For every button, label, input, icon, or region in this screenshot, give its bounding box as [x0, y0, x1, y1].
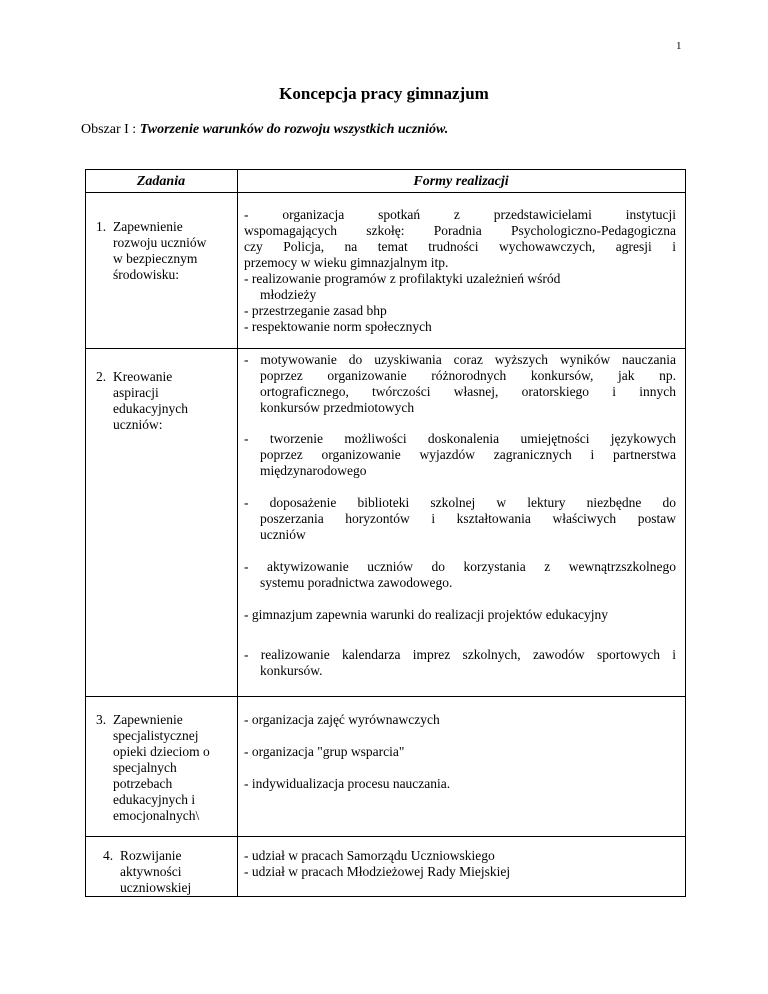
task-line: Rozwijanie — [120, 848, 182, 863]
table-row-divider — [85, 836, 686, 837]
task-line: opieki dzieciom o — [113, 744, 210, 759]
form-item — [244, 319, 676, 335]
page-number: 1 — [676, 40, 682, 52]
section-heading — [81, 122, 448, 138]
task-line: Zapewnienie — [113, 712, 183, 727]
task-line: rozwoju uczniów — [113, 235, 207, 250]
form-line: konkursów. — [260, 663, 323, 678]
form-line: - respektowanie norm społecznych — [244, 319, 432, 334]
task-line: aktywności — [120, 864, 182, 879]
task-line: uczniów: — [113, 417, 163, 432]
section-name: Tworzenie warunków do rozwoju wszystkich uczniów. — [139, 122, 449, 137]
form-item — [244, 352, 676, 416]
form-item — [244, 495, 676, 543]
task-cell — [96, 369, 188, 433]
form-item — [244, 431, 676, 479]
form-item — [244, 776, 676, 792]
task-cell — [96, 219, 206, 283]
form-line: - organizacja "grup wsparcia" — [244, 744, 405, 759]
form-line: uczniów — [260, 527, 306, 542]
task-number: 3. — [96, 712, 107, 727]
form-line: czy Policja, na temat trudności wychowawczych, agresji i — [244, 239, 676, 254]
task-line: Zapewnienie — [113, 219, 183, 234]
form-line: - doposażenie biblioteki szkolnej w lektury niezbędne do — [244, 495, 676, 510]
table-border-top — [85, 169, 686, 170]
form-line: poprzez organizowanie wyjazdów zagranicznych i partnerstwa — [260, 447, 676, 462]
form-item — [244, 744, 676, 760]
task-line: Kreowanie — [113, 369, 173, 384]
header-tasks: Zadania — [136, 174, 186, 189]
task-line: uczniowskiej — [120, 880, 192, 895]
form-line: międzynarodowego — [260, 463, 367, 478]
form-line: - organizacja spotkań z przedstawicielami instytucji — [244, 207, 676, 222]
task-line: potrzebach — [113, 776, 173, 791]
form-line: - indywidualizacja procesu nauczania. — [244, 776, 451, 791]
form-line: poszerzania horyzontów i kształtowania właściwych postaw — [260, 511, 676, 526]
table-border-left — [85, 169, 86, 896]
task-line: edukacyjnych i — [113, 792, 196, 807]
task-line: aspiracji — [113, 385, 159, 400]
table-header-divider — [85, 192, 686, 193]
form-item — [244, 607, 676, 623]
table-row-divider — [85, 348, 686, 349]
form-line: - udział w pracach Samorządu Uczniowskiego — [244, 848, 495, 863]
task-number: 2. — [96, 369, 107, 384]
table-border-right — [685, 169, 686, 896]
form-line: systemu poradnictwa zawodowego. — [260, 575, 453, 590]
table-row-divider — [85, 696, 686, 697]
task-line: specjalistycznej — [113, 728, 199, 743]
form-line: - aktywizowanie uczniów do korzystania z wewnątrzszkolnego — [244, 559, 676, 574]
task-cell — [96, 712, 210, 824]
form-item — [244, 271, 676, 303]
task-number: 1. — [96, 219, 107, 234]
form-item — [244, 207, 676, 271]
form-line: ortograficznego, twórczości własnej, oratorskiego i innych — [260, 384, 676, 399]
form-line: młodzieży — [260, 287, 317, 302]
tasks-table — [85, 169, 686, 897]
form-line: konkursów przedmiotowych — [260, 400, 415, 415]
task-cell — [103, 848, 191, 896]
form-line: - tworzenie możliwości doskonalenia umiejętności językowych — [244, 431, 676, 446]
form-item — [244, 647, 676, 679]
form-line: przemocy w wieku gimnazjalnym itp. — [244, 255, 449, 270]
form-item — [244, 712, 676, 728]
task-line: w bezpiecznym — [113, 251, 198, 266]
form-line: - realizowanie kalendarza imprez szkolnych, zawodów sportowych i — [244, 647, 676, 662]
task-number: 4. — [103, 848, 114, 863]
task-line: edukacyjnych — [113, 401, 188, 416]
section-prefix: Obszar I : — [81, 122, 140, 137]
task-line: środowisku: — [113, 267, 180, 282]
form-line: - udział w pracach Młodzieżowej Rady Miejskiej — [244, 864, 511, 879]
table-border-bottom — [85, 896, 686, 897]
form-item — [244, 559, 676, 591]
form-line: - organizacja zajęć wyrównawczych — [244, 712, 440, 727]
task-line: specjalnych — [113, 760, 177, 775]
form-line: - przestrzeganie zasad bhp — [244, 303, 387, 318]
form-line: - realizowanie programów z profilaktyki uzależnień wśród — [244, 271, 561, 286]
form-item — [244, 303, 676, 319]
form-line: wspomagających szkołę: Poradnia Psychologiczno-Pedagogiczna — [244, 223, 676, 238]
document-title: Koncepcja pracy gimnazjum — [279, 84, 489, 103]
form-item — [244, 864, 676, 880]
task-line: emocjonalnych\ — [113, 808, 200, 823]
form-line: - gimnazjum zapewnia warunki do realizacji projektów edukacyjny — [244, 607, 608, 622]
form-line: - motywowanie do uzyskiwania coraz wyższych wyników nauczania — [244, 352, 676, 367]
table-column-divider — [237, 169, 238, 896]
form-item — [244, 848, 676, 864]
header-forms: Formy realizacji — [413, 174, 509, 189]
form-line: poprzez organizowanie różnorodnych konkursów, jak np. — [260, 368, 676, 383]
